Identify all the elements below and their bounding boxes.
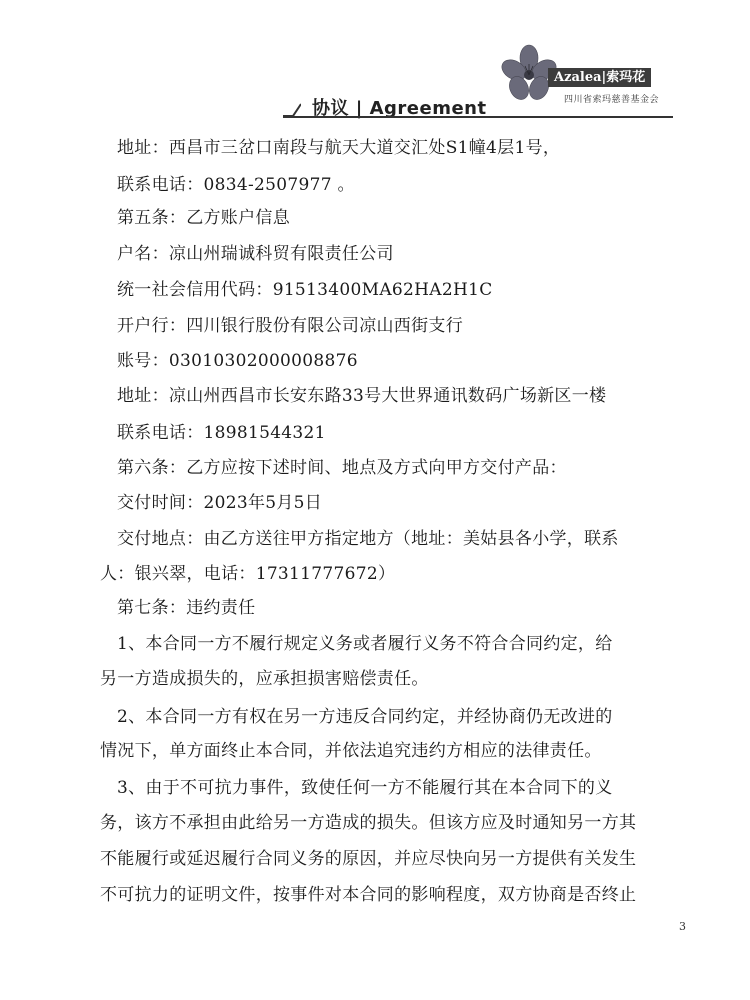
logo-brand-name: Azalea|索玛花 <box>548 68 651 87</box>
header-rule <box>283 116 673 118</box>
section-heading: 第五条：乙方账户信息 <box>117 208 290 228</box>
text-line: 不能履行或延迟履行合同义务的原因，并应尽快向另一方提供有关发生 <box>100 849 637 869</box>
page-number: 3 <box>679 920 686 933</box>
text-line: 交付时间：2023年5月5日 <box>117 493 323 513</box>
text-line: 账号：03010302000008876 <box>117 351 358 371</box>
text-line: 交付地点：由乙方送往甲方指定地方（地址：美姑县各小学，联系 <box>117 529 619 549</box>
text-line: 2、本合同一方有权在另一方违反合同约定，并经协商仍无改进的 <box>117 707 613 727</box>
text-line: 户名：凉山州瑞诚科贸有限责任公司 <box>117 244 394 264</box>
header-rule-notch <box>283 100 301 116</box>
text-line: 不可抗力的证明文件，按事件对本合同的影响程度，双方协商是否终止 <box>100 885 637 905</box>
text-line: 开户行：四川银行股份有限公司凉山西街支行 <box>117 316 463 336</box>
text-line: 另一方造成损失的，应承担损害赔偿责任。 <box>100 669 429 689</box>
text-line: 务，该方不承担由此给另一方造成的损失。但该方应及时通知另一方其 <box>100 813 637 833</box>
text-line: 人：银兴翠，电话：17311777672） <box>100 564 396 584</box>
text-line: 地址：西昌市三岔口南段与航天大道交汇处S1幢4层1号， <box>117 138 561 158</box>
text-line: 情况下，单方面终止本合同，并依法追究违约方相应的法律责任。 <box>100 741 602 761</box>
section-heading: 第七条：违约责任 <box>117 598 256 618</box>
foundation-logo <box>498 44 673 106</box>
text-line: 地址：凉山州西昌市长安东路33号大世界通讯数码广场新区一楼 <box>117 386 607 406</box>
text-line: 联系电话：0834-2507977 。 <box>117 175 355 195</box>
logo-subtitle: 四川省索玛慈善基金会 <box>564 95 660 105</box>
text-line: 联系电话：18981544321 <box>117 423 326 443</box>
text-line: 3、由于不可抗力事件，致使任何一方不能履行其在本合同下的义 <box>117 778 613 798</box>
text-line: 统一社会信用代码：91513400MA62HA2H1C <box>117 280 493 300</box>
page-header-title: 协议 | Agreement <box>312 98 487 119</box>
section-heading: 第六条：乙方应按下述时间、地点及方式向甲方交付产品： <box>117 458 567 478</box>
text-line: 1、本合同一方不履行规定义务或者履行义务不符合合同约定，给 <box>117 634 613 654</box>
